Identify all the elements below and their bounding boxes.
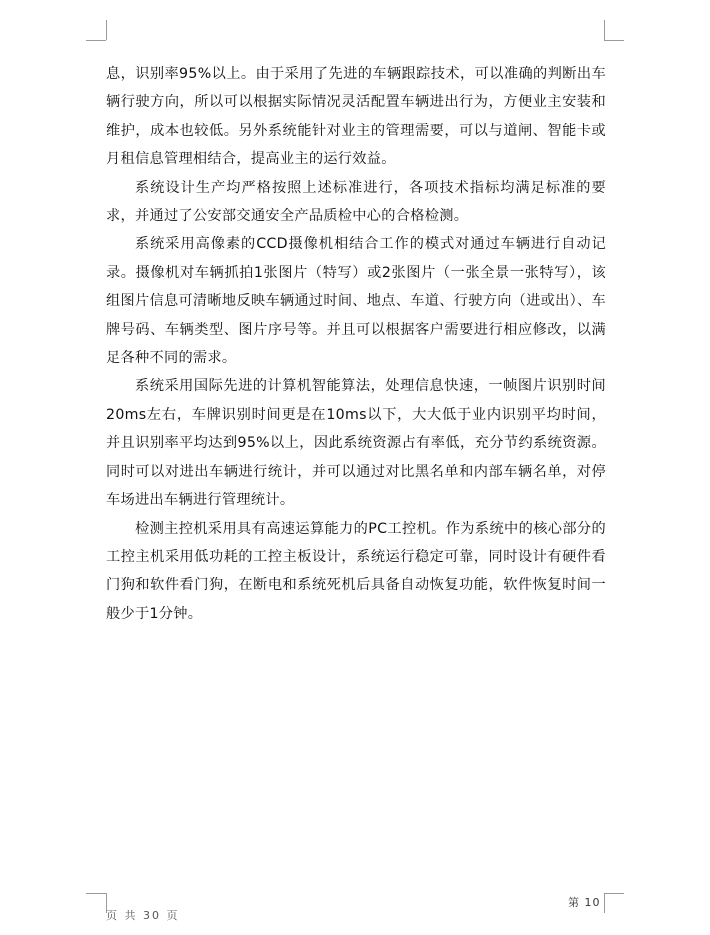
crop-mark-top-right-horizontal	[604, 40, 624, 41]
document-body	[106, 60, 606, 628]
crop-mark-bottom-right-horizontal	[604, 893, 624, 894]
footer-page-number: 第 10	[568, 896, 601, 909]
paragraph: 检测主控机采用具有高速运算能力的PC工控机。作为系统中的核心部分的工控主机采用低功耗的工控主板设计，系统运行稳定可靠，同时设计有硬件看门狗和软件看门狗，在断电和系统死机后具备自动恢复功能，软件恢复时间一般少于1分钟。	[106, 520, 606, 622]
crop-mark-bottom-right-vertical	[604, 893, 605, 913]
crop-mark-top-left-vertical	[106, 20, 107, 40]
paragraph: 系统采用高像素的CCD摄像机相结合工作的模式对通过车辆进行自动记录。摄像机对车辆抓拍1张图片（特写）或2张图片（一张全景一张特写），该组图片信息可清晰地反映车辆通过时间、地点、车道、行驶方向（进或出）、车牌号码、车辆类型、图片序号等。并且可以根据客户需要进行相应修改，以满足各种不同的需求。	[106, 236, 606, 367]
footer-total-pages: 页 共 30 页	[106, 909, 180, 922]
crop-mark-top-right-vertical	[604, 20, 605, 40]
crop-mark-bottom-left-horizontal	[86, 893, 106, 894]
paragraph: 息，识别率95%以上。由于采用了先进的车辆跟踪技术，可以准确的判断出车辆行驶方向，所以可以根据实际情况灵活配置车辆进出行为，方便业主安装和维护，成本也较低。另外系统能针对业主的管理需要，可以与道闸、智能卡或月租信息管理相结合，提高业主的运行效益。	[106, 66, 606, 168]
crop-mark-top-left-horizontal	[86, 40, 106, 41]
paragraph: 系统设计生产均严格按照上述标准进行，各项技术指标均满足标准的要求，并通过了公安部交通安全产品质检中心的合格检测。	[106, 179, 606, 225]
paragraph: 系统采用国际先进的计算机智能算法，处理信息快速，一帧图片识别时间20ms左右，车牌识别时间更是在10ms以下，大大低于业内识别平均时间，并且识别率平均达到95%以上，因此系统资源占有率低，充分节约系统资源。同时可以对进出车辆进行统计，并可以通过对比黑名单和内部车辆名单，对停车场进出车辆进行管理统计。	[106, 378, 606, 509]
